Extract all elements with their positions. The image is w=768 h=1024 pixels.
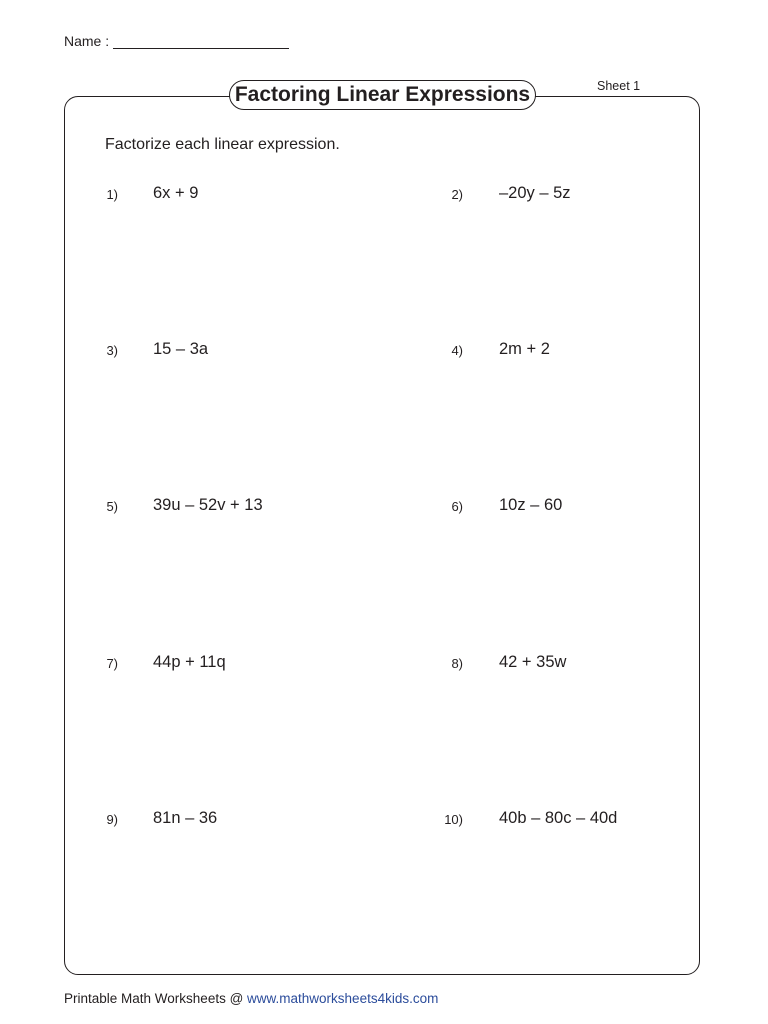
problem-number: 2) xyxy=(451,187,463,202)
name-label: Name : xyxy=(64,33,110,49)
problem-number: 6) xyxy=(451,499,463,514)
instruction-text: Factorize each linear expression. xyxy=(105,136,340,153)
problem-expression: 6x + 9 xyxy=(153,184,199,202)
problem-item xyxy=(0,496,700,520)
problem-number: 8) xyxy=(451,656,463,671)
name-row xyxy=(64,33,289,49)
problem-number: 10) xyxy=(444,812,463,827)
problem-expression: 81n – 36 xyxy=(153,809,218,827)
problem-expression: 44p + 11q xyxy=(153,653,226,671)
problem-expression: 42 + 35w xyxy=(499,653,567,671)
problem-expression: –20y – 5z xyxy=(499,184,571,202)
problem-number: 5) xyxy=(106,499,118,514)
problem-expression: 15 – 3a xyxy=(153,340,209,358)
problem-item xyxy=(0,184,700,208)
problem-number: 1) xyxy=(106,187,118,202)
worksheet-frame xyxy=(64,96,700,975)
problem-item xyxy=(0,340,700,364)
problem-expression: 40b – 80c – 40d xyxy=(499,809,618,827)
footer-text: Printable Math Worksheets @ xyxy=(64,991,248,1006)
worksheet-title: Factoring Linear Expressions xyxy=(229,80,536,110)
footer xyxy=(64,991,438,1006)
problem-expression: 2m + 2 xyxy=(499,340,550,358)
problem-expression: 10z – 60 xyxy=(499,496,563,514)
problem-number: 7) xyxy=(106,656,118,671)
problem-number: 9) xyxy=(106,812,118,827)
problem-item xyxy=(0,653,700,677)
problem-number: 3) xyxy=(106,343,118,358)
problem-number: 4) xyxy=(451,343,463,358)
problem-item xyxy=(0,809,700,833)
name-input-line[interactable] xyxy=(113,34,289,49)
sheet-label: Sheet 1 xyxy=(597,79,641,93)
footer-link[interactable]: www.mathworksheets4kids.com xyxy=(247,991,439,1006)
problem-expression: 39u – 52v + 13 xyxy=(153,496,263,514)
